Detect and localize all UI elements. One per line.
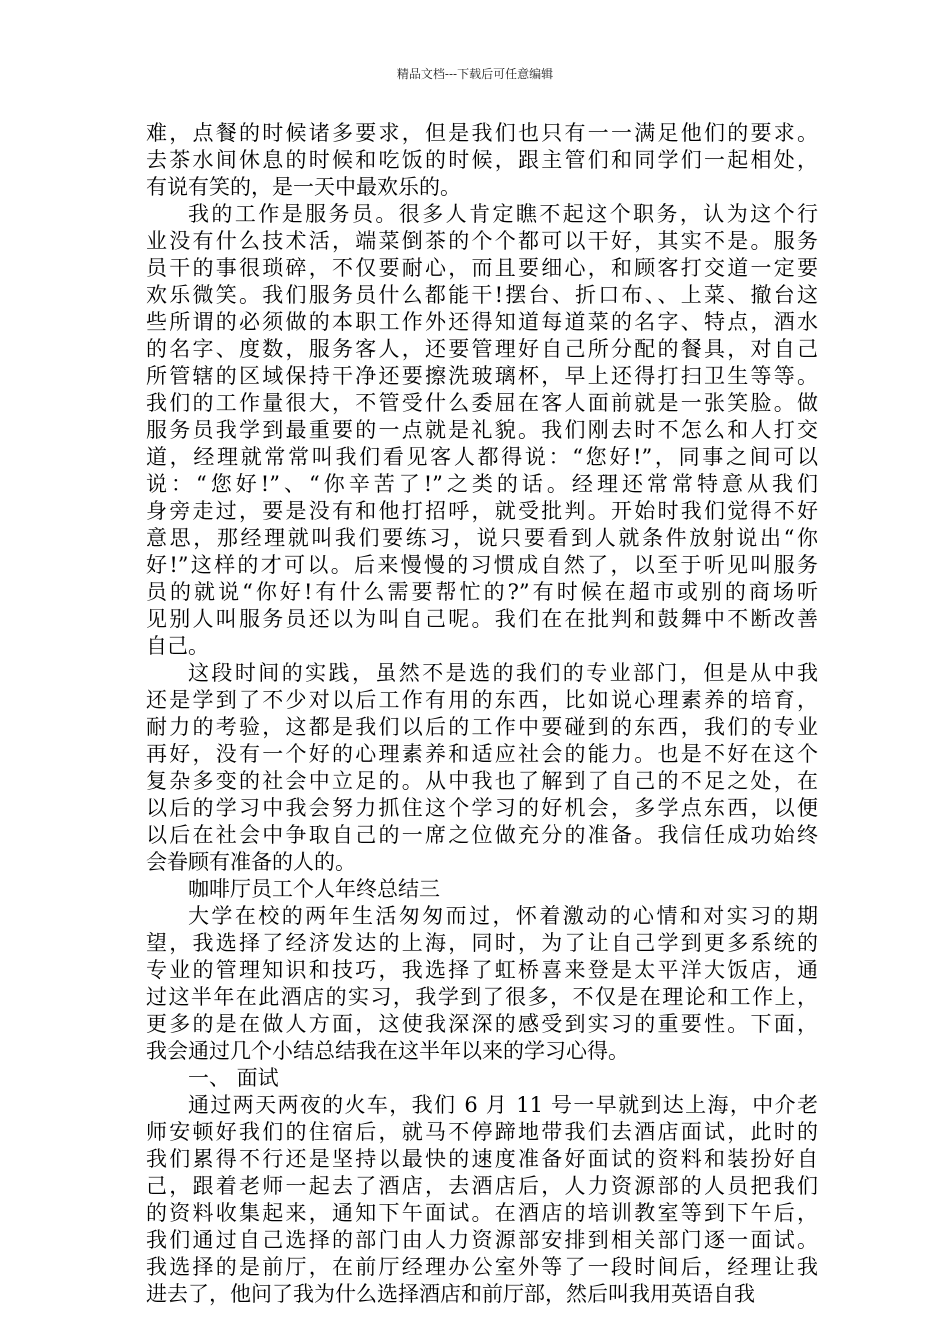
text-line: 员干的事很琐碎，不仅要耐心，而且要细心，和顾客打交道一定要: [146, 256, 818, 280]
text-line: 员的就说“你好!有什么需要帮忙的?”有时候在超市或别的商场听: [146, 580, 818, 604]
text-line: 好!”这样的才可以。后来慢慢的习惯成自然了，以至于听见叫服务: [146, 553, 818, 577]
text-line: 道，经理就常常叫我们看见客人都得说：“您好!”，同事之间可以: [146, 445, 818, 469]
text-line: 自己。: [146, 634, 209, 658]
text-line: 以后在社会中争取自己的一席之位做充分的准备。我信任成功始终: [146, 823, 818, 847]
text-line: 见别人叫服务员还以为叫自己呢。我们在在批判和鼓舞中不断改善: [146, 607, 818, 631]
text-line: 去茶水间休息的时候和吃饭的时候，跟主管们和同学们一起相处，: [146, 148, 818, 172]
text-line: 业没有什么技术活，端菜倒茶的个个都可以干好，其实不是。服务: [146, 229, 818, 253]
section-heading: [146, 876, 818, 903]
paragraph: [146, 1092, 818, 1308]
text-line: 这段时间的实践，虽然不是选的我们的专业部门，但是从中我: [188, 661, 818, 685]
text-line: 过这半年在此酒店的实习，我学到了很多，不仅是在理论和工作上，: [146, 985, 818, 1009]
document-body: [146, 120, 818, 1308]
text-line: 意思，那经理就叫我们要练习，说只要看到人就条件放射说出“你: [146, 526, 818, 550]
text-line: 更多的是在做人方面，这使我深深的感受到实习的重要性。下面，: [146, 1012, 818, 1036]
text-line: 我的工作是服务员。很多人肯定瞧不起这个职务，认为这个行: [188, 202, 818, 226]
text-line: 师安顿好我们的住宿后，就马不停蹄地带我们去酒店面试，此时的: [146, 1120, 818, 1144]
text-line: 耐力的考验，这都是我们以后的工作中要碰到的东西，我们的专业: [146, 715, 818, 739]
text-line: 还是学到了不少对以后工作有用的东西，比如说心理素养的培育，: [146, 688, 818, 712]
paragraph: [146, 201, 818, 660]
text-line: 的名字、度数，服务客人，还要管理好自己所分配的餐具，对自己: [146, 337, 818, 361]
text-line: 身旁走过，要是没有和他打招呼，就受批判。开始时我们觉得不好: [146, 499, 818, 523]
text-line: 进去了，他问了我为什么选择酒店和前厅部，然后叫我用英语自我: [146, 1282, 755, 1306]
text-line: 咖啡厅员工个人年终总结三: [188, 877, 440, 901]
text-line: 难，点餐的时候诸多要求，但是我们也只有一一满足他们的要求。: [146, 121, 818, 145]
text-line: 通过两天两夜的火车，我们 6 月 11 号一早就到达上海，中介老: [188, 1093, 818, 1117]
text-line: 所管辖的区域保持干净还要擦洗玻璃杯，早上还得打扫卫生等等。: [146, 364, 818, 388]
text-line: 我选择的是前厅，在前厅经理办公室外等了一段时间后，经理让我: [146, 1255, 818, 1279]
text-line: 欢乐微笑。我们服务员什么都能干!摆台、折口布、、上菜、撤台这: [146, 283, 818, 307]
text-line: 我们的工作量很大，不管受什么委屈在客人面前就是一张笑脸。做: [146, 391, 818, 415]
text-line: 会眷顾有准备的人的。: [146, 850, 356, 874]
text-line: 望，我选择了经济发达的上海，同时，为了让自己学到更多系统的: [146, 931, 818, 955]
text-line: 说：“您好!”、“你辛苦了!”之类的话。经理还常常特意从我们: [146, 472, 818, 496]
text-line: 再好，没有一个好的心理素养和适应社会的能力。也是不好在这个: [146, 742, 818, 766]
text-line: 以后的学习中我会努力抓住这个学习的好机会，多学点东西，以便: [146, 796, 818, 820]
paragraph: [146, 660, 818, 876]
text-line: 大学在校的两年生活匆匆而过，怀着激动的心情和对实习的期: [188, 904, 818, 928]
text-line: 我们通过自己选择的部门由人力资源部安排到相关部门逐一面试。: [146, 1228, 818, 1252]
text-line: 一、 面试: [188, 1066, 279, 1090]
text-line: 我们累得不行还是坚持以最快的速度准备好面试的资料和装扮好自: [146, 1147, 818, 1171]
text-line: 服务员我学到最重要的一点就是礼貌。我们刚去时不怎么和人打交: [146, 418, 818, 442]
text-line: 复杂多变的社会中立足的。从中我也了解到了自己的不足之处，在: [146, 769, 818, 793]
text-line: 己，跟着老师一起去了酒店，去酒店后，人力资源部的人员把我们: [146, 1174, 818, 1198]
text-line: 些所谓的必须做的本职工作外还得知道每道菜的名字、特点，酒水: [146, 310, 818, 334]
page-header: 精品文档---下载后可任意编辑: [396, 67, 554, 81]
paragraph: [146, 903, 818, 1065]
text-line: 的资料收集起来，通知下午面试。在酒店的培训教室等到下午后，: [146, 1201, 818, 1225]
text-line: 专业的管理知识和技巧，我选择了虹桥喜来登是太平洋大饭店，通: [146, 958, 818, 982]
text-line: 有说有笑的，是一天中最欢乐的。: [146, 175, 461, 199]
section-heading: [146, 1065, 818, 1092]
text-line: 我会通过几个小结总结我在这半年以来的学习心得。: [146, 1039, 629, 1063]
paragraph: [146, 120, 818, 201]
